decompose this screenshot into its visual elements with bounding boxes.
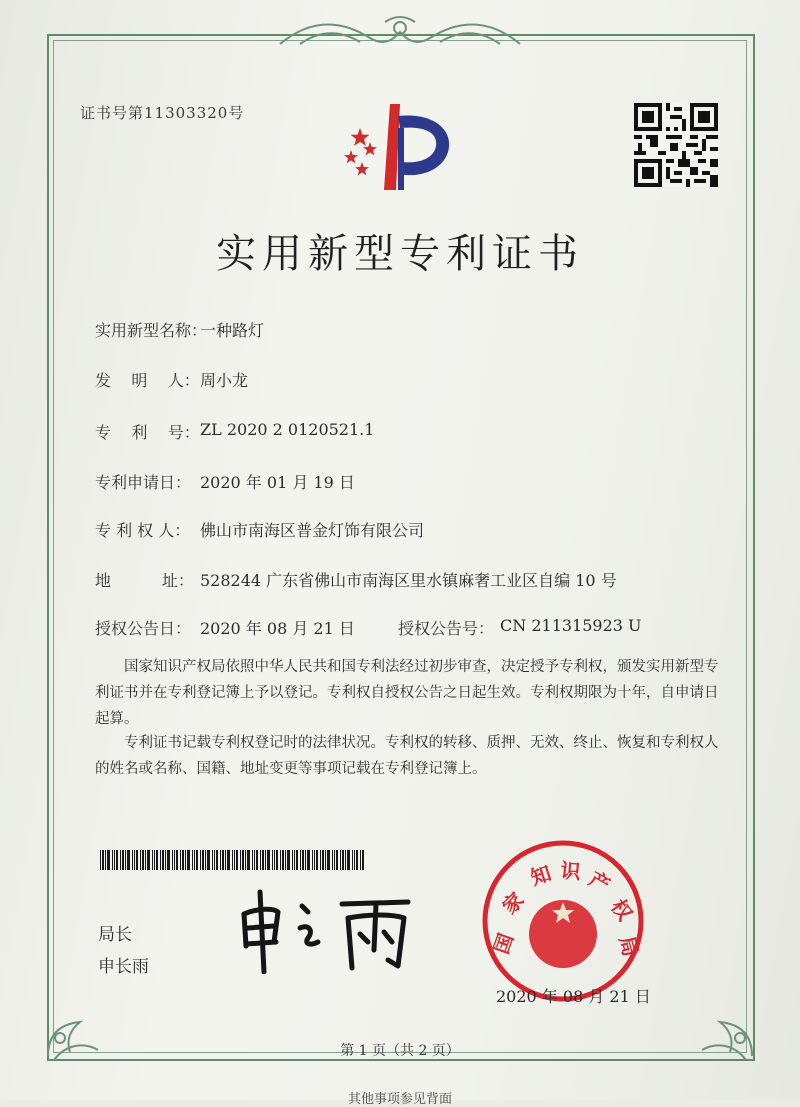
svg-text:产: 产 bbox=[584, 866, 615, 898]
seal-date: 2020 年 08 月 21 日 bbox=[496, 987, 651, 1006]
svg-text:国: 国 bbox=[488, 930, 519, 958]
back-note: 其他事项参见背面 bbox=[347, 1092, 452, 1107]
grant-paragraph: 国家知识产权局依照中华人民共和国专利法经过初步审查，决定授予专利权，颁发实用新型专利证书并在专利登记簿上予以登记。专利权自授权公告之日起生效。专利权期限为十年，自申请日起算。 bbox=[95, 659, 719, 727]
signatory-title: 局长 bbox=[98, 925, 132, 945]
signature bbox=[238, 884, 416, 974]
svg-text:识: 识 bbox=[559, 858, 582, 884]
field-label-design-name: 实用新型名称： bbox=[95, 321, 208, 340]
field-value-patent-number: ZL 2020 2 0120521.1 bbox=[200, 420, 375, 439]
qr-code bbox=[634, 103, 718, 187]
field-value-patentee: 佛山市南海区普金灯饰有限公司 bbox=[200, 521, 425, 540]
svg-text:知: 知 bbox=[527, 860, 555, 890]
field-label-announcement-number: 授权公告号： bbox=[398, 619, 495, 638]
field-label-patentee: 专 利 权 人： bbox=[95, 521, 191, 540]
barcode bbox=[100, 850, 366, 870]
field-value-inventor: 周小龙 bbox=[200, 371, 249, 390]
official-seal bbox=[480, 838, 646, 1004]
field-value-filing-date: 2020 年 01 月 19 日 bbox=[200, 473, 355, 492]
signatory-name: 申长雨 bbox=[98, 957, 149, 977]
field-value-announcement-date: 2020 年 08 月 21 日 bbox=[200, 619, 355, 638]
field-label-address: 地 址： bbox=[95, 571, 194, 590]
page-indicator: 第 1 页（共 2 页） bbox=[340, 1043, 460, 1059]
field-label-patent-number: 专 利 号： bbox=[95, 423, 200, 442]
svg-text:权: 权 bbox=[606, 894, 638, 926]
field-label-announcement-date: 授权公告日： bbox=[95, 619, 192, 638]
field-value-address: 528244 广东省佛山市南海区里水镇麻奢工业区自编 10 号 bbox=[200, 571, 617, 590]
top-ornament bbox=[270, 14, 530, 52]
field-label-filing-date: 专利申请日： bbox=[95, 473, 192, 492]
svg-text:家: 家 bbox=[497, 887, 529, 919]
certificate-number: 证书号第11303320号 bbox=[80, 104, 245, 122]
field-label-inventor: 发 明 人： bbox=[95, 371, 200, 390]
field-value-announcement-number: CN 211315923 U bbox=[500, 616, 642, 635]
svg-text:局: 局 bbox=[614, 933, 643, 959]
legal-status-paragraph: 专利证书记载专利权登记时的法律状况。专利权的转移、质押、无效、终止、恢复和专利权人的姓名或名称、国籍、地址变更等事项记载在专利登记簿上。 bbox=[95, 735, 719, 777]
certificate-title: 实用新型专利证书 bbox=[216, 231, 584, 277]
field-value-design-name: 一种路灯 bbox=[200, 321, 265, 340]
patent-office-logo bbox=[336, 98, 458, 198]
